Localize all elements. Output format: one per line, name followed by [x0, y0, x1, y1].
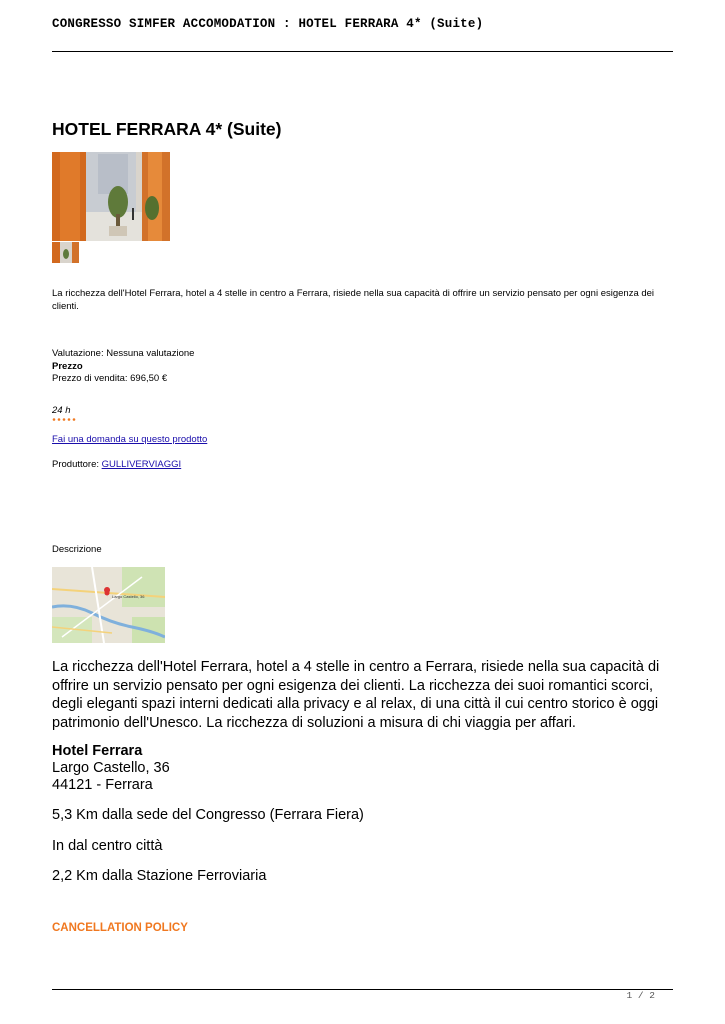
- product-main-image[interactable]: [52, 152, 170, 241]
- product-rating: Valutazione: Nessuna valutazione: [52, 348, 195, 359]
- distance-center: In dal centro città: [52, 838, 163, 854]
- price-heading: Prezzo: [52, 361, 83, 372]
- producer-link[interactable]: GULLIVERVIAGGI: [101, 459, 182, 470]
- hotel-name: Hotel Ferrara: [52, 743, 143, 759]
- ask-question-link[interactable]: Fai una domanda su questo prodotto: [52, 434, 208, 445]
- product-title: HOTEL FERRARA 4* (Suite): [52, 119, 282, 139]
- header-rule: [52, 51, 673, 52]
- hotel-address-line2: 44121 - Ferrara: [52, 777, 153, 793]
- document-header-title: CONGRESSO SIMFER ACCOMODATION : HOTEL FERRARA 4* (Suite): [52, 17, 484, 31]
- distance-congress: 5,3 Km dalla sede del Congresso (Ferrara Fiera): [52, 807, 364, 823]
- availability-label: 24 h: [52, 405, 71, 416]
- hotel-address-line1: Largo Castello, 36: [52, 760, 170, 776]
- distance-station: 2,2 Km dalla Stazione Ferroviaria: [52, 868, 267, 884]
- map-label: Largo Castello, 36: [112, 594, 145, 599]
- description-heading: Descrizione: [52, 544, 102, 555]
- cancellation-policy-heading: CANCELLATION POLICY: [52, 922, 188, 934]
- producer-line: [52, 459, 181, 472]
- producer-label: Produttore:: [52, 459, 99, 470]
- description-body: La ricchezza dell'Hotel Ferrara, hotel a 4 stelle in centro a Ferrara, risiede nella sua capacità di offrire un servizio pensato per ogni esigenza dei clienti. La ricchezza dei suoi romantici scorci, degli eleganti spazi interni dedicati alla privacy e al relax, di una città il cui centro storico è oggi patrimonio dell'Unesco. La ricchezza di soluzioni a misura di chi viaggia per affari.: [52, 659, 660, 731]
- page-number: 1 / 2: [626, 990, 655, 1001]
- footer-rule: [52, 989, 673, 990]
- product-short-description: La ricchezza dell'Hotel Ferrara, hotel a 4 stelle in centro a Ferrara, risiede nella sua capacità di offrire un servizio pensato per ogni esigenza dei clienti.: [52, 288, 655, 312]
- availability-icon: [52, 406, 82, 422]
- product-price: Prezzo di vendita: 696,50 €: [52, 373, 168, 384]
- product-thumbnail[interactable]: [52, 242, 79, 263]
- location-map[interactable]: [52, 567, 165, 643]
